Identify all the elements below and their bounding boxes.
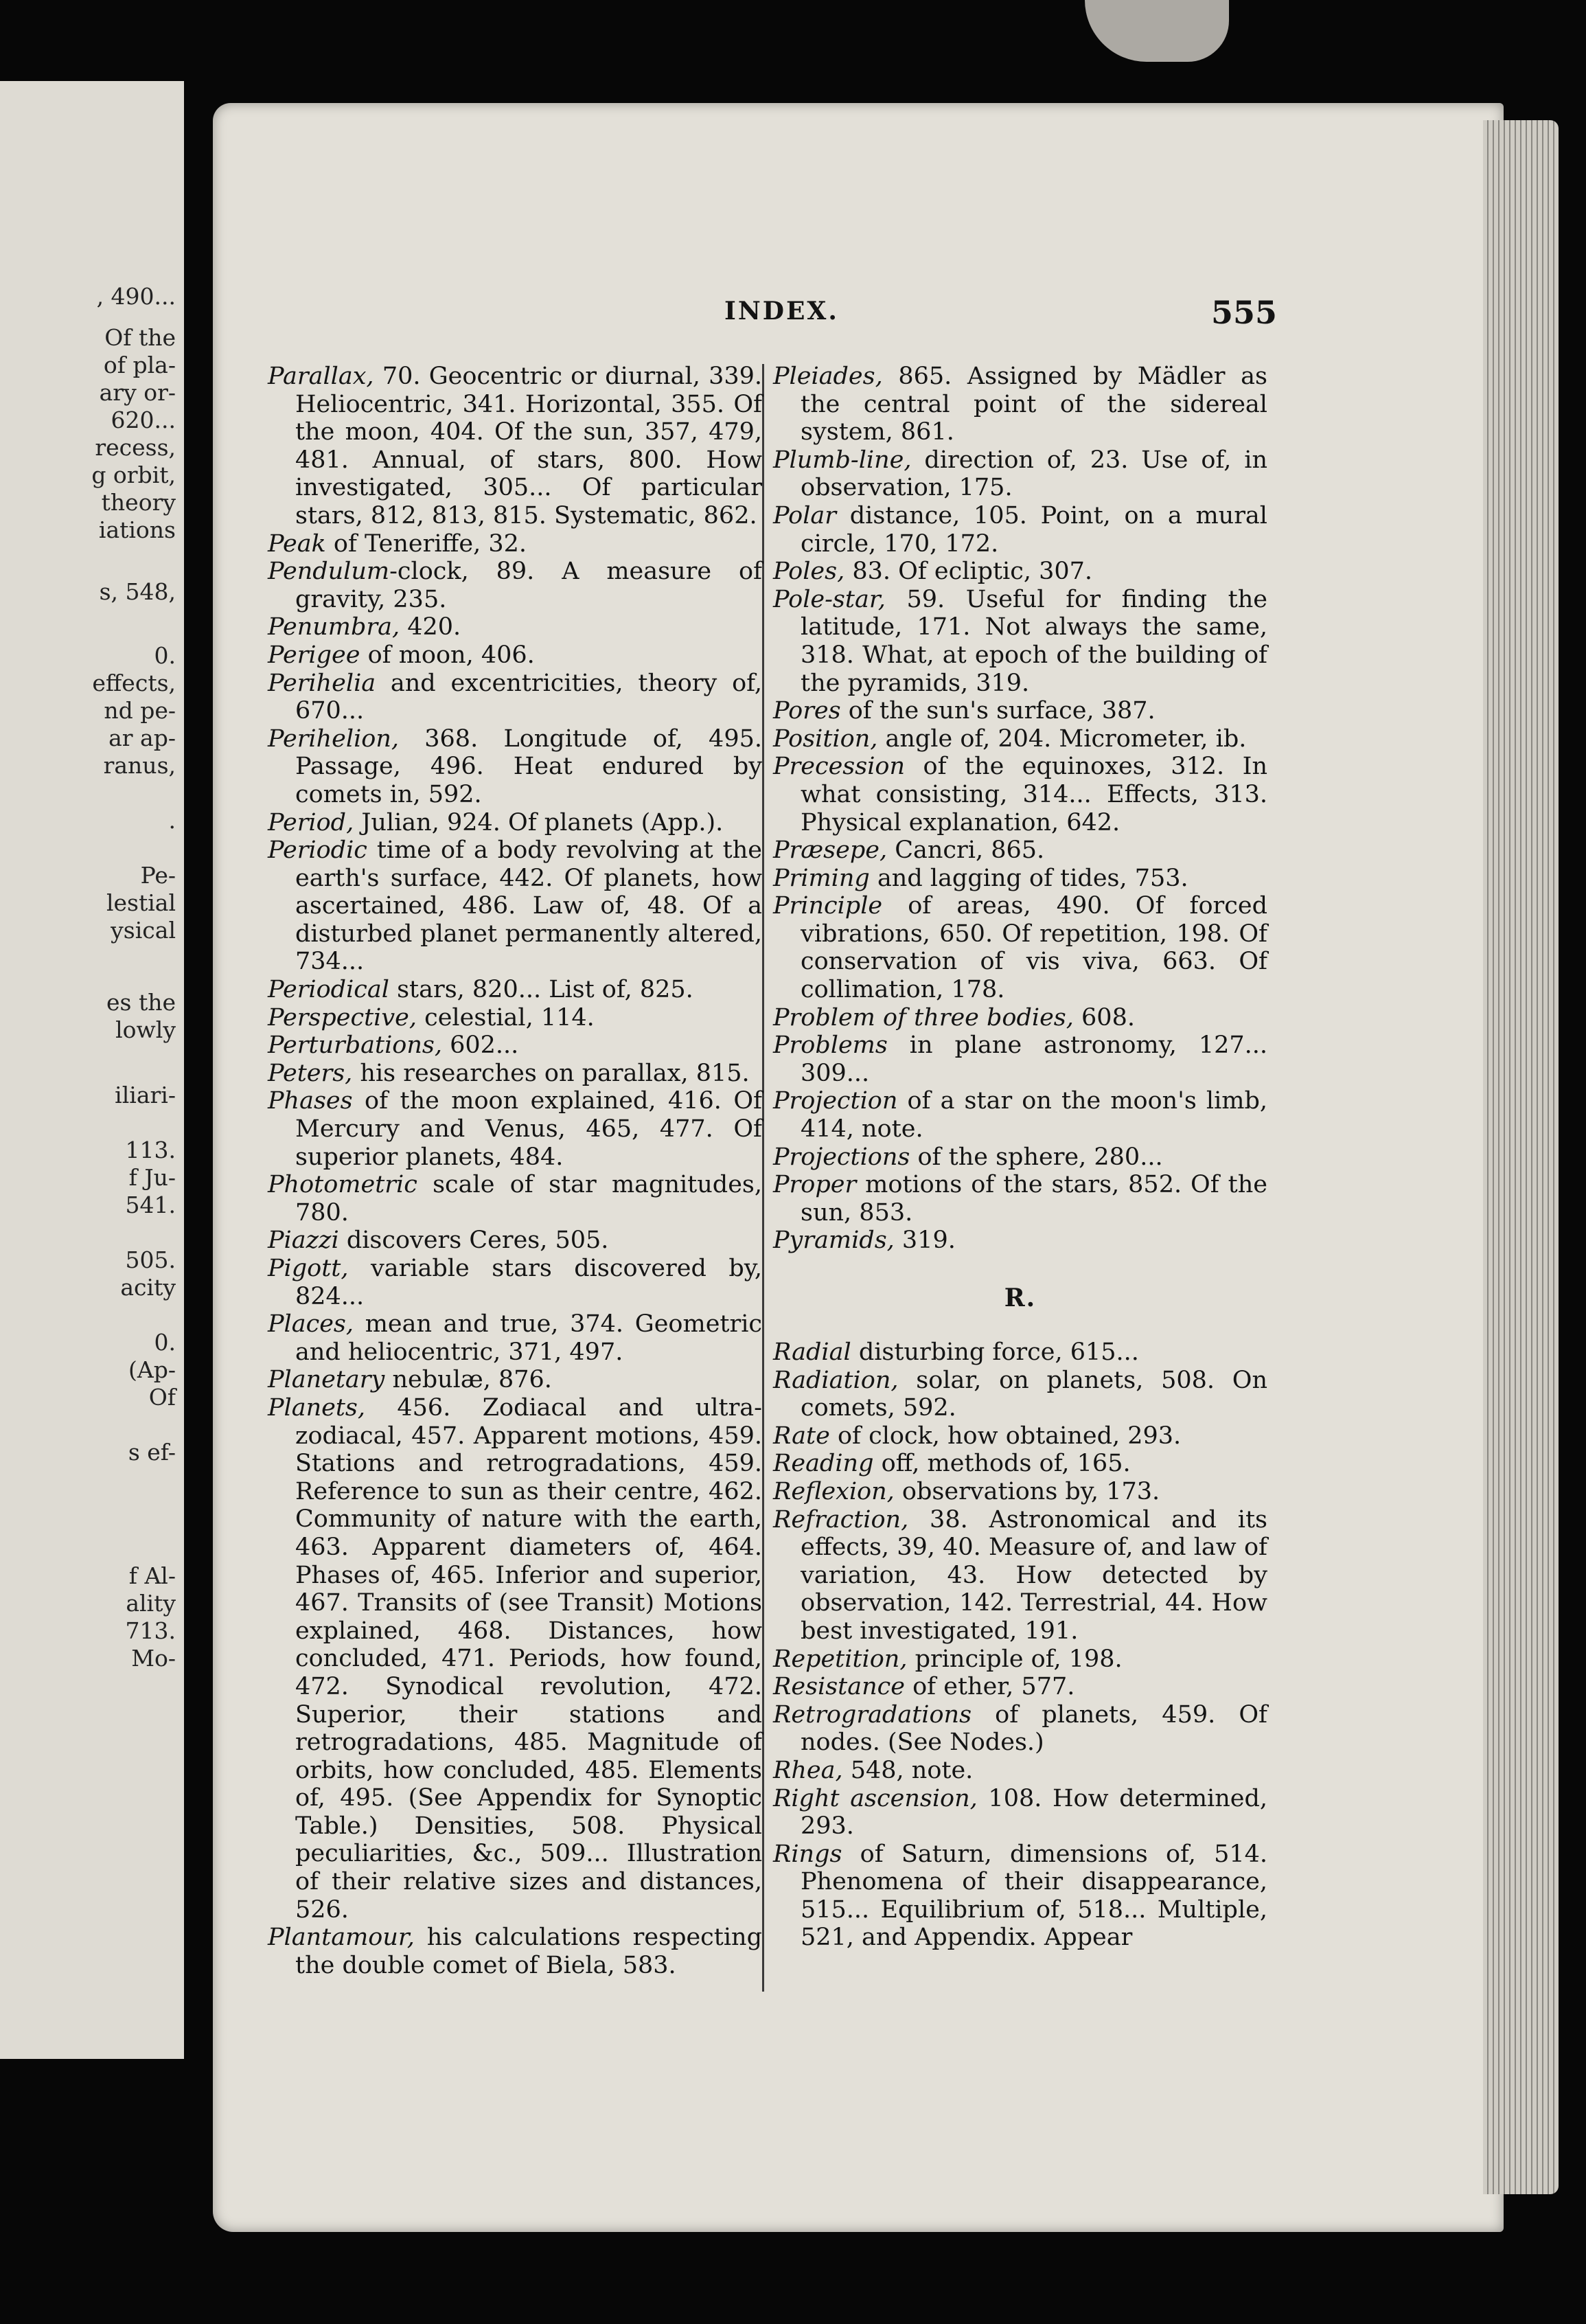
index-term: Priming [773, 864, 870, 892]
index-refs: motions of the stars, 852. Of the sun, 853. [801, 1171, 1267, 1227]
facing-page-fragment: nd pe- [104, 697, 176, 724]
index-refs: of planets, 459. Of nodes. (See Nodes.) [801, 1700, 1267, 1757]
index-term: Principle [773, 892, 883, 920]
index-entry [268, 558, 762, 613]
index-term: Pendulum [268, 558, 390, 586]
index-refs: 602... [442, 1032, 519, 1060]
index-entry [268, 1227, 762, 1255]
index-term: Perihelia [268, 669, 376, 697]
index-entry [773, 1450, 1267, 1478]
index-entry [268, 836, 762, 976]
index-term: Refraction, [773, 1505, 909, 1534]
index-term: Problems [773, 1032, 888, 1060]
facing-page-fragment: ality [126, 1590, 176, 1617]
index-term: Rings [773, 1840, 842, 1868]
index-refs: Cancri, 865. [887, 836, 1045, 865]
index-refs: scale of star magnitudes, 780. [295, 1171, 762, 1227]
index-refs: 548, note. [842, 1756, 974, 1784]
index-refs: direction of, 23. Use of, in observation, 175. [801, 446, 1267, 502]
facing-page-fragment: Of [148, 1384, 176, 1411]
index-entry [773, 1785, 1267, 1841]
index-term: Plumb-line, [773, 446, 912, 474]
index-refs: -clock, 89. A measure of gravity, 235. [295, 558, 762, 613]
index-term: Radiation, [773, 1366, 899, 1394]
index-entry [268, 976, 762, 1004]
index-refs: of Teneriffe, 32. [325, 529, 527, 558]
index-entry [268, 1366, 762, 1394]
index-term: Period, [268, 808, 354, 836]
index-term: Polar [773, 501, 836, 529]
index-term: Plantamour, [268, 1924, 415, 1952]
index-term: Planets, [268, 1393, 366, 1422]
index-refs: principle of, 198. [907, 1645, 1123, 1673]
index-entry [773, 558, 1267, 586]
index-refs: variable stars discovered by, 824... [295, 1255, 762, 1310]
index-entry [773, 1645, 1267, 1674]
index-refs: of the equinoxes, 312. In what consisting, 314... Effects, 313. Physical explanation, 642. [801, 753, 1267, 836]
index-term: Places, [268, 1310, 354, 1338]
index-entry [773, 697, 1267, 725]
index-refs: disturbing force, 615... [851, 1338, 1139, 1366]
index-term: Projection [773, 1087, 898, 1115]
index-refs: of Saturn, dimensions of, 514. Phenomena of their disappearance, 515... Equilibrium of, 518... Multiple, 521, and Appendix. Appear [801, 1840, 1267, 1952]
index-refs: observations by, 173. [894, 1477, 1160, 1505]
index-refs: angle of, 204. Micrometer, ib. [877, 725, 1247, 753]
index-term: Peak [268, 529, 326, 558]
index-term: Pyramids, [773, 1227, 895, 1255]
index-term: Phases [268, 1087, 353, 1115]
index-refs: of the sun's surface, 387. [840, 697, 1156, 725]
index-term: Precession [773, 753, 906, 781]
index-entry [773, 502, 1267, 558]
index-term: Position, [773, 725, 878, 753]
index-entry [268, 1032, 762, 1060]
facing-page-fragment: recess, [95, 434, 176, 461]
index-column-right [773, 363, 1267, 1952]
index-term: Piazzi [268, 1227, 339, 1255]
index-entry [268, 641, 762, 670]
column-divider [762, 364, 764, 1992]
index-entry [773, 1478, 1267, 1506]
index-term: Resistance [773, 1673, 905, 1701]
facing-page-edge [0, 81, 184, 2059]
facing-page-fragment: 541. [125, 1192, 176, 1218]
index-entry [773, 892, 1267, 1003]
index-entry [773, 1701, 1267, 1757]
index-refs: stars, 820... List of, 825. [389, 976, 693, 1004]
index-term: Retrogradations [773, 1700, 972, 1729]
facing-page-fragment: 113. [125, 1137, 176, 1163]
index-entry [773, 836, 1267, 865]
facing-page-fragment: es the [106, 989, 176, 1016]
index-entry [773, 1757, 1267, 1785]
index-term: Præsepe, [773, 836, 888, 865]
index-entry [773, 1227, 1267, 1255]
index-entry [268, 1310, 762, 1366]
facing-page-fragment: ysical [111, 917, 176, 944]
index-entry [268, 1060, 762, 1088]
index-entry [773, 1143, 1267, 1172]
index-entry [773, 1087, 1267, 1143]
index-entry [268, 363, 762, 530]
index-term: Pleiades, [773, 363, 883, 390]
index-refs: 70. Geocentric or diurnal, 339. Heliocentric, 341. Horizontal, 355. Of the moon, 404. Of the sun, 357, 479, 481. Annual, of stars, 800. How investigated, 305... Of particular stars, 812, 813, 815. Systematic, 862. [295, 363, 762, 529]
facing-page-fragment: theory [101, 489, 176, 516]
index-term: Pigott, [268, 1255, 349, 1282]
index-refs: of the moon explained, 416. Of Mercury and Venus, 465, 477. Of superior planets, 484. [295, 1087, 762, 1171]
index-term: Repetition, [773, 1645, 908, 1673]
index-refs: 865. Assigned by Mädler as the central point of the sidereal system, 861. [801, 363, 1267, 446]
index-refs: and excentricities, theory of, 670... [295, 669, 762, 725]
section-letter-r: R. [1004, 1284, 1037, 1312]
index-entry [268, 1924, 762, 1979]
index-refs: 59. Useful for finding the latitude, 171. Not always the same, 318. What, at epoch of the building of the pyramids, 319. [801, 585, 1267, 697]
index-entry [268, 1004, 762, 1032]
index-entry [268, 1171, 762, 1227]
index-refs: 608. [1073, 1003, 1135, 1032]
facing-page-fragment: 0. [154, 1329, 176, 1356]
running-head: INDEX. [724, 297, 839, 326]
index-term: Proper [773, 1171, 857, 1199]
index-entry [773, 865, 1267, 893]
facing-page-fragment: lestial [106, 889, 176, 916]
index-refs: of the sphere, 280... [910, 1143, 1163, 1171]
facing-page-fragment: f Ju- [128, 1164, 176, 1191]
index-entry [773, 753, 1267, 836]
index-term: Penumbra, [268, 613, 400, 641]
index-term: Radial [773, 1338, 851, 1366]
facing-page-fragment: g orbit, [91, 462, 176, 488]
index-refs: 108. How determined, 293. [801, 1784, 1267, 1841]
facing-page-fragment: Mo- [131, 1645, 176, 1672]
index-term: Planetary [268, 1366, 385, 1394]
index-entry [773, 363, 1267, 446]
index-term: Problem of three bodies, [773, 1003, 1074, 1032]
index-refs: of ether, 577. [904, 1673, 1075, 1701]
index-entry [773, 1004, 1267, 1032]
facing-page-fragment: s ef- [128, 1439, 176, 1466]
index-refs: nebulæ, 876. [384, 1366, 552, 1394]
index-refs: solar, on planets, 508. On comets, 592. [801, 1366, 1267, 1422]
index-entry [268, 1087, 762, 1171]
facing-page-fragment: Pe- [140, 862, 176, 889]
facing-page-fragment: iations [98, 516, 176, 543]
facing-page-fragment: 620... [111, 407, 176, 433]
index-term: Parallax, [268, 363, 374, 390]
index-entry [773, 1338, 1267, 1367]
page-number: 555 [1211, 294, 1278, 331]
facing-page-fragment: 713. [125, 1617, 176, 1644]
index-term: Perspective, [268, 1003, 417, 1032]
facing-page-fragment: lowly [115, 1016, 176, 1043]
page-corner-blemish [1085, 0, 1229, 62]
index-entry [773, 1367, 1267, 1422]
index-refs: of clock, how obtained, 293. [829, 1422, 1182, 1450]
index-term: Peters, [268, 1059, 353, 1087]
index-entry [773, 1422, 1267, 1450]
index-refs: 38. Astronomical and its effects, 39, 40. Measure of, and law of variation, 43. How detected by observation, 142. Terrestrial, 44. How best investigated, 191. [801, 1505, 1267, 1645]
facing-page-fragment: s, 548, [99, 578, 176, 605]
facing-page-fragment: , 490... [96, 283, 176, 310]
index-refs: of areas, 490. Of forced vibrations, 650. Of repetition, 198. Of conservation of vis viva, 663. Of collimation, 178. [801, 892, 1267, 1004]
facing-page-fragment: (Ap- [128, 1356, 176, 1383]
index-refs: 368. Longitude of, 495. Passage, 496. Heat endured by comets in, 592. [295, 725, 762, 808]
index-entry [268, 530, 762, 558]
index-term: Perihelion, [268, 725, 399, 753]
index-term: Perturbations, [268, 1032, 442, 1060]
index-refs: 319. [894, 1227, 956, 1255]
index-entry [268, 613, 762, 641]
index-term: Poles, [773, 558, 845, 586]
index-entry [268, 1255, 762, 1310]
index-refs: of a star on the moon's limb, 414, note. [801, 1087, 1267, 1143]
facing-page-fragment: of pla- [103, 352, 176, 378]
facing-page-fragment: ar ap- [108, 725, 176, 751]
facing-page-fragment: acity [120, 1274, 176, 1301]
facing-page-fragment: Of the [104, 324, 176, 351]
index-refs: 456. Zodiacal and ultra-zodiacal, 457. Apparent motions, 459. Stations and retrogradations, 459. Reference to sun as their centre, 462. Community of nature with the earth, 463. Apparent diameters of, 464. Phases of, 465. Inferior and superior, 467. Transits of (see Transit) Motions explained, 468. Distances, how concluded, 471. Periods, how found, 472. Synodical revolution, 472. Superior, their stations and retrogradations, 485. Magnitude of orbits, how concluded, 485. Elements of, 495. (See Appendix for Synoptic Table.) Densities, 508. Physical peculiarities, &c., 509... Illustration of their relative sizes and distances, 526. [295, 1393, 762, 1924]
facing-page-fragment: . [168, 807, 176, 834]
index-entry [773, 1673, 1267, 1701]
index-refs: distance, 105. Point, on a mural circle, 170, 172. [801, 501, 1267, 558]
index-term: Periodic [268, 836, 367, 865]
index-term: Reading [773, 1450, 874, 1478]
facing-page-fragment: ranus, [103, 752, 176, 779]
index-entry [773, 1506, 1267, 1645]
index-refs: celestial, 114. [416, 1003, 595, 1032]
index-term: Perigee [268, 641, 360, 669]
index-refs: and lagging of tides, 753. [869, 864, 1188, 892]
index-refs: 420. [400, 613, 461, 641]
index-term: Photometric [268, 1171, 417, 1199]
index-entry [268, 809, 762, 837]
index-entry [268, 670, 762, 725]
index-entry [773, 446, 1267, 502]
index-term: Rhea, [773, 1756, 843, 1784]
index-entry [773, 1032, 1267, 1087]
index-refs: off, methods of, 165. [873, 1450, 1131, 1478]
facing-page-fragment: ary or- [99, 379, 176, 406]
index-entry [268, 1394, 762, 1924]
facing-page-fragment: iliari- [115, 1082, 176, 1108]
index-term: Projections [773, 1143, 910, 1171]
index-refs: Julian, 924. Of planets (App.). [354, 808, 724, 836]
index-entry [773, 1841, 1267, 1952]
index-refs: of moon, 406. [360, 641, 535, 669]
index-refs: in plane astronomy, 127... 309... [801, 1032, 1267, 1087]
index-term: Pole-star, [773, 585, 886, 613]
index-term: Reflexion, [773, 1477, 895, 1505]
index-refs: his researches on parallax, 815. [352, 1059, 750, 1087]
index-refs: his calculations respecting the double comet of Biela, 583. [295, 1924, 762, 1979]
index-column-left [268, 363, 762, 1979]
index-entry [773, 1171, 1267, 1227]
index-term: Periodical [268, 976, 389, 1004]
index-refs: time of a body revolving at the earth's surface, 442. Of planets, how ascertained, 486. Law of, 48. Of a disturbed planet permanently altered, 734... [295, 836, 762, 976]
facing-page-fragment: 0. [154, 642, 176, 669]
facing-page-fragment: f Al- [128, 1562, 176, 1589]
index-refs: 83. Of ecliptic, 307. [844, 558, 1093, 586]
facing-page-fragment: 505. [125, 1246, 176, 1273]
page-edges [1483, 120, 1559, 2194]
index-refs: discovers Ceres, 505. [338, 1227, 609, 1255]
index-entry [268, 725, 762, 809]
index-term: Pores [773, 697, 841, 725]
index-entry [773, 586, 1267, 697]
index-refs: mean and true, 374. Geometric and heliocentric, 371, 497. [295, 1310, 762, 1366]
facing-page-fragment: effects, [92, 670, 176, 696]
index-entry [773, 725, 1267, 753]
index-term: Rate [773, 1422, 830, 1450]
index-term: Right ascension, [773, 1784, 978, 1812]
